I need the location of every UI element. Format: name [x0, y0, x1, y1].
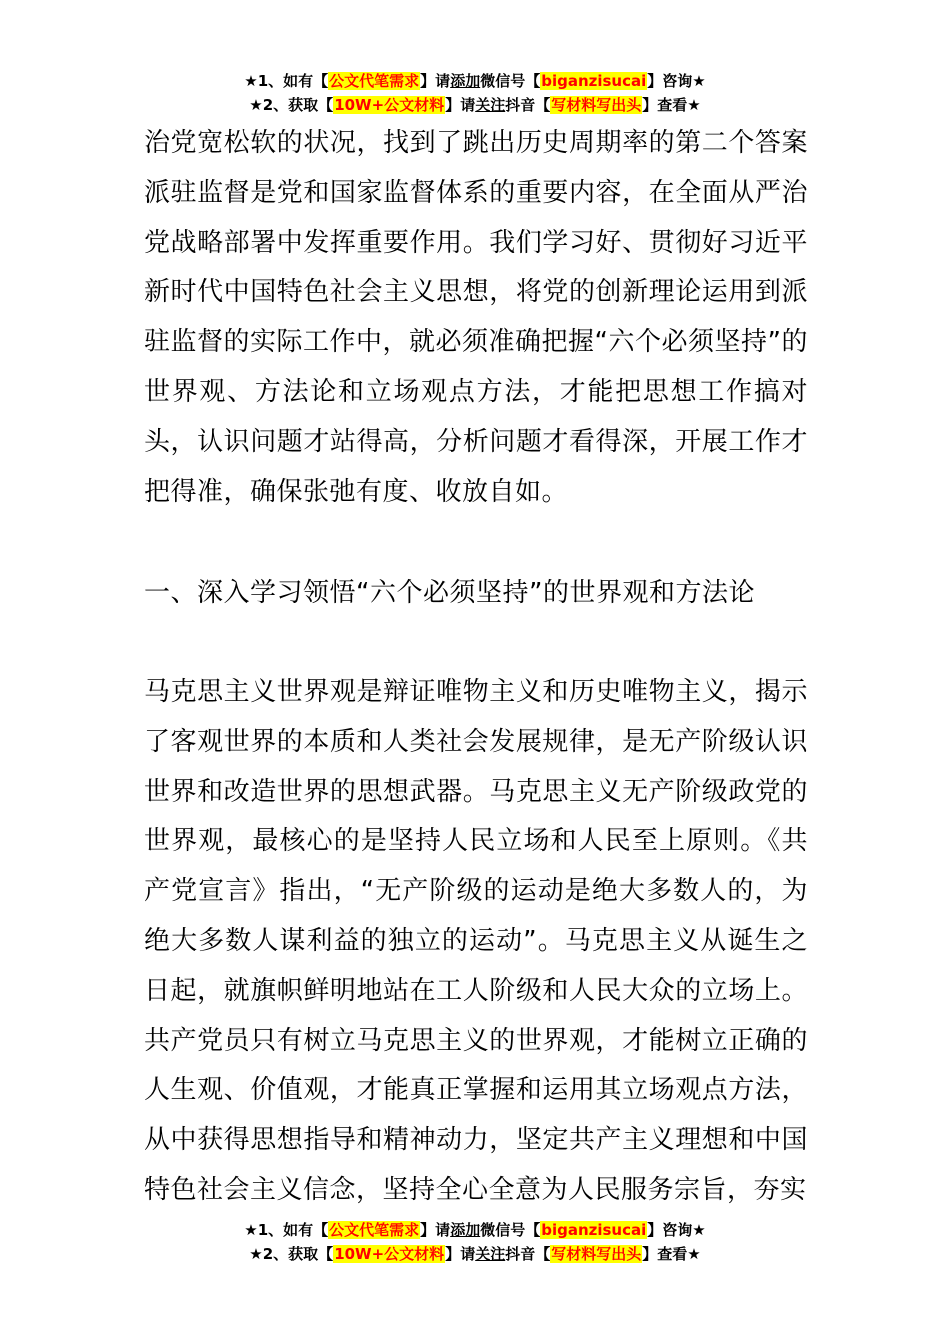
banner-line-1	[0, 69, 950, 93]
banner-text: 】请	[420, 72, 451, 90]
banner-text: 抖音【	[505, 1245, 551, 1263]
banner-highlight: biganzisucai	[541, 1221, 647, 1239]
banner-underlined-text: 添加	[450, 1221, 481, 1239]
header-banner	[0, 69, 950, 117]
banner-text: 】查看★	[642, 96, 701, 114]
banner-text: ★2、获取【	[249, 96, 334, 114]
banner-text: ★1、如有【	[244, 1221, 329, 1239]
banner-text: ★1、如有【	[244, 72, 329, 90]
banner-line-1	[0, 1218, 950, 1242]
banner-text: 】请	[445, 1245, 476, 1263]
banner-highlight: 10W+公文材料	[334, 96, 445, 114]
banner-text: 】请	[420, 1221, 451, 1239]
banner-text: 】咨询★	[647, 72, 706, 90]
body-paragraph-2	[144, 668, 808, 1216]
footer-banner	[0, 1218, 950, 1266]
paragraph-text: 马克思主义世界观是辩证唯物主义和历史唯物主义，揭示了客观世界的本质和人类社会发展规律，是无产阶级认识世界和改造世界的思想武器。马克思主义无产阶级政党的世界观，最核心的是坚持人民立场和人民至上原则。《共产党宣言》指出，“无产阶级的运动是绝大多数人的，为绝大多数人谋利益的独立的运动”。马克思主义从诞生之日起，就旗帜鲜明地站在工人阶级和人民大众的立场上。共产党员只有树立马克思主义的世界观，才能树立正确的人生观、价值观，才能真正掌握和运用其立场观点方法，从中获得思想指导和精神动力，坚定共产主义理想和中国特色社会主义信念，坚持全心全意为人民服务宗旨，夯实	[144, 677, 808, 1205]
banner-line-2	[0, 93, 950, 117]
body-paragraph-1	[144, 119, 808, 517]
banner-text: 抖音【	[505, 96, 551, 114]
banner-underlined-text: 添加	[450, 72, 481, 90]
banner-text: 】查看★	[642, 1245, 701, 1263]
banner-highlight: 10W+公文材料	[334, 1245, 445, 1263]
paragraph-text: 治党宽松软的状况，找到了跳出历史周期率的第二个答案派驻监督是党和国家监督体系的重要内容，在全面从严治党战略部署中发挥重要作用。我们学习好、贯彻好习近平新时代中国特色社会主义思想，将党的创新理论运用到派驻监督的实际工作中，就必须准确把握“六个必须坚持”的世界观、方法论和立场观点方法，才能把思想工作搞对头，认识问题才站得高，分析问题才看得深，开展工作才把得准，确保张弛有度、收放自如。	[144, 128, 808, 507]
banner-text: 】咨询★	[647, 1221, 706, 1239]
banner-line-2	[0, 1242, 950, 1266]
banner-highlight: 写材料写出头	[551, 1245, 642, 1263]
banner-text: ★2、获取【	[249, 1245, 334, 1263]
banner-highlight: 公文代笔需求	[329, 1221, 420, 1239]
banner-highlight: 写材料写出头	[551, 96, 642, 114]
section-heading-1	[144, 569, 808, 619]
heading-text: 一、深入学习领悟“六个必须坚持”的世界观和方法论	[144, 578, 755, 608]
banner-text: 微信号【	[480, 72, 541, 90]
banner-underlined-text: 关注	[475, 96, 506, 114]
banner-text: 微信号【	[480, 1221, 541, 1239]
banner-underlined-text: 关注	[475, 1245, 506, 1263]
banner-highlight: biganzisucai	[541, 72, 647, 90]
banner-highlight: 公文代笔需求	[329, 72, 420, 90]
banner-text: 】请	[445, 96, 476, 114]
